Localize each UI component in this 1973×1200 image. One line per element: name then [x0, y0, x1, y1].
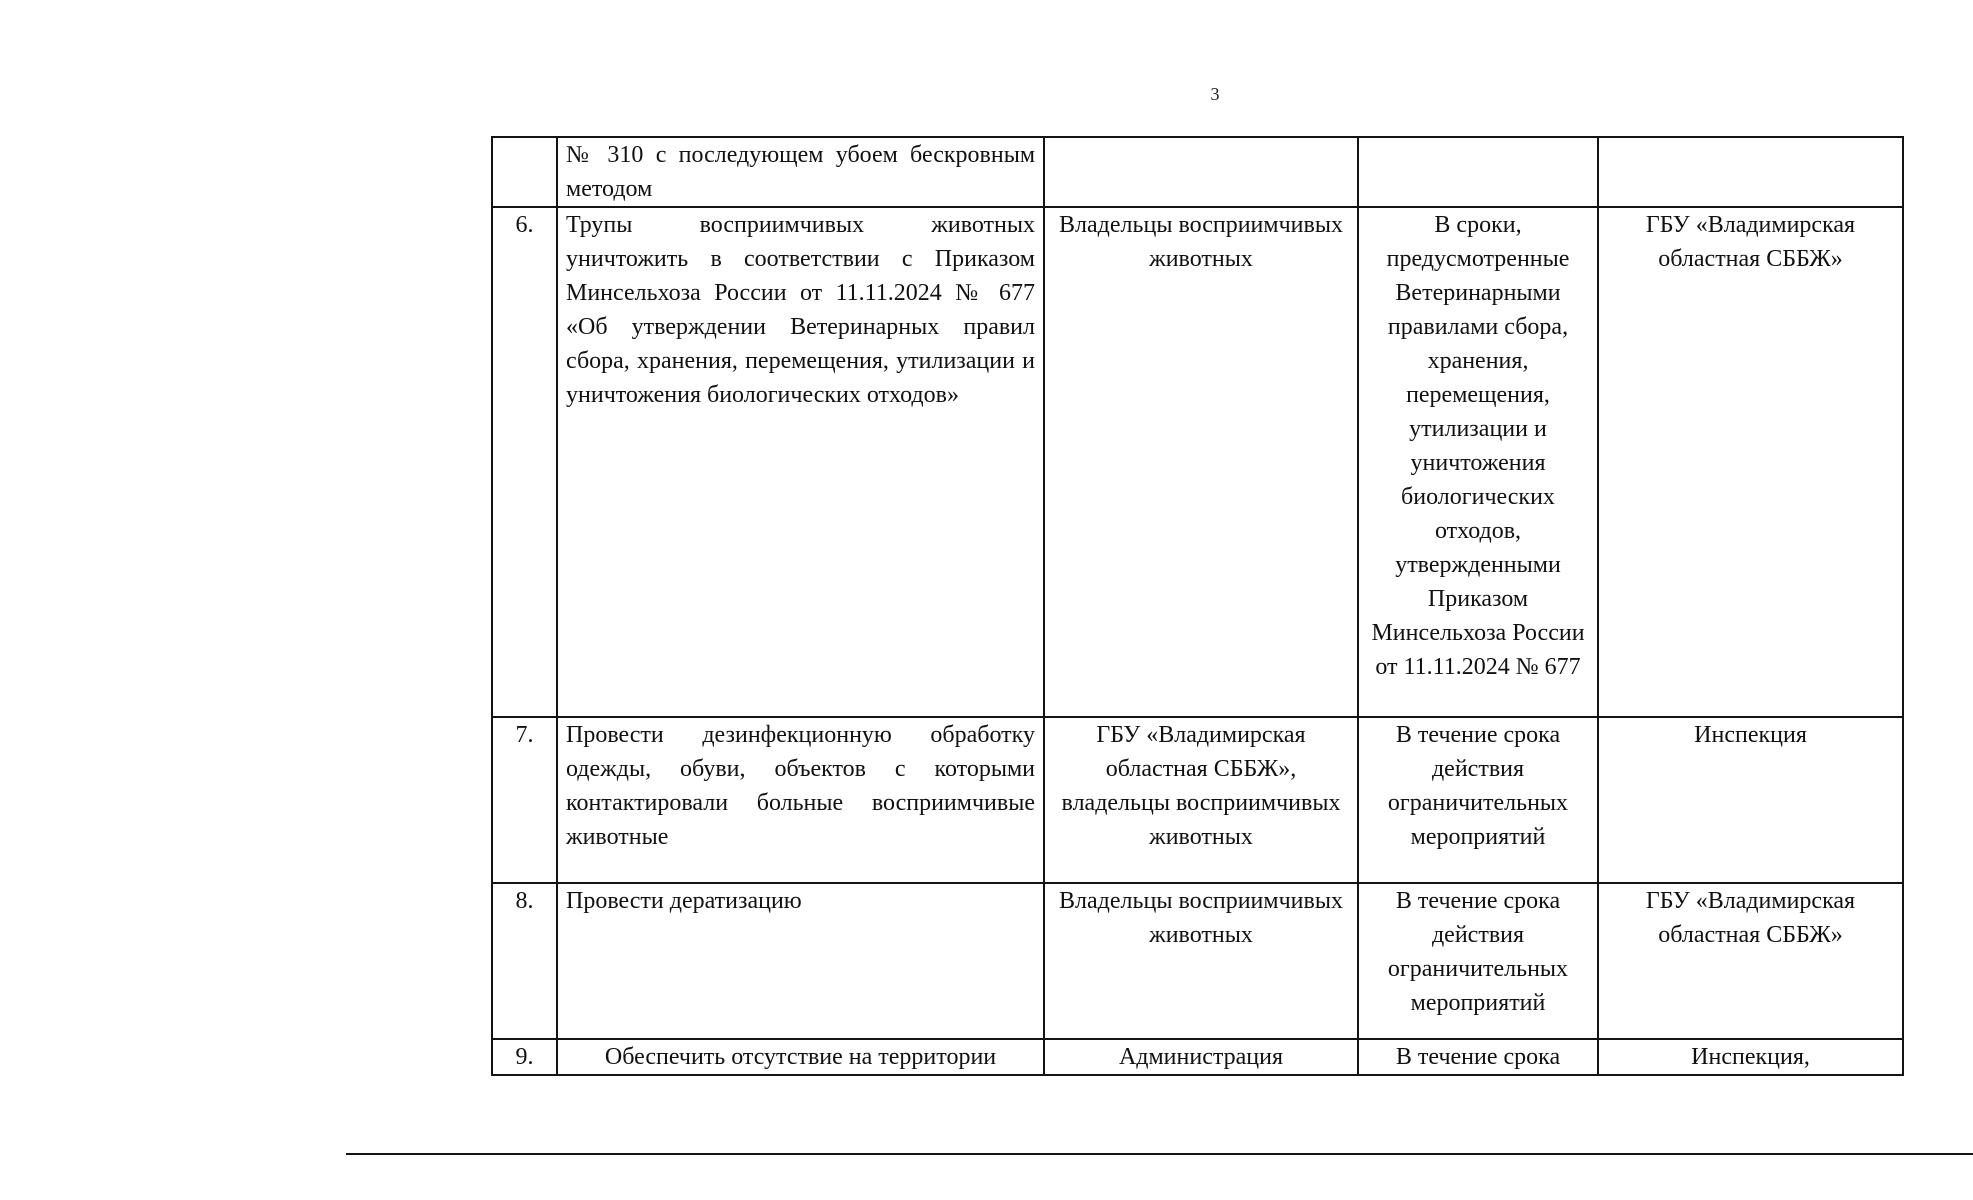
- table-row: [492, 207, 1903, 717]
- page-number: 3: [1210, 84, 1220, 104]
- deadline-cell: В течение срока действия ограничительных мероприятий: [1358, 883, 1598, 1039]
- deadline-cell: [1358, 137, 1598, 207]
- responsible-cell: Владельцы восприимчивых животных: [1044, 883, 1358, 1039]
- task-cell: [557, 717, 1044, 883]
- task-cell: [557, 1039, 1044, 1075]
- control-cell: Инспекция: [1598, 717, 1903, 883]
- responsible-cell: Администрация: [1044, 1039, 1358, 1075]
- table-row: [492, 137, 1903, 207]
- deadline-cell: В сроки, предусмотренные Ветеринарными правилами сбора, хранения, перемещения, утилизации и уничтожения биологических отходов, утвержденными Приказом Минсельхоза России от 11.11.2024 № 677: [1358, 207, 1598, 717]
- control-cell: ГБУ «Владимирская областная СББЖ»: [1598, 207, 1903, 717]
- task-cell: [557, 883, 1044, 1039]
- responsible-cell: ГБУ «Владимирская областная СББЖ», владельцы восприимчивых животных: [1044, 717, 1358, 883]
- row-number: 6.: [492, 207, 557, 717]
- responsible-cell: Владельцы восприимчивых животных: [1044, 207, 1358, 717]
- control-cell: Инспекция,: [1598, 1039, 1903, 1075]
- table-row: [492, 1039, 1903, 1075]
- deadline-cell: В течение срока действия ограничительных мероприятий: [1358, 717, 1598, 883]
- measures-table: [491, 136, 1904, 1076]
- table-row: [492, 883, 1903, 1039]
- task-text: Трупы восприимчивых животных уничтожить в соответствии с Приказом Минсельхоза России от 11.11.2024 № 677 «Об утверждении Ветеринарных правил сбора, хранения, перемещения, утилизации и уничтожения биологических отходов»: [566, 212, 1035, 408]
- table-row: [492, 717, 1903, 883]
- row-number: 7.: [492, 717, 557, 883]
- task-cell: [557, 207, 1044, 717]
- footer-divider: [346, 1153, 1973, 1155]
- row-number: 9.: [492, 1039, 557, 1075]
- row-number: [492, 137, 557, 207]
- task-text: Обеспечить отсутствие на территории: [604, 1044, 997, 1070]
- deadline-cell: В течение срока: [1358, 1039, 1598, 1075]
- task-cell: [557, 137, 1044, 207]
- task-text: Провести дератизацию: [566, 888, 802, 914]
- control-cell: ГБУ «Владимирская областная СББЖ»: [1598, 883, 1903, 1039]
- responsible-cell: [1044, 137, 1358, 207]
- control-cell: [1598, 137, 1903, 207]
- row-number: 8.: [492, 883, 557, 1039]
- task-text: № 310 с последующем убоем бескровным методом: [566, 142, 1035, 202]
- task-text: Провести дезинфекционную обработку одежды, обуви, объектов с которыми контактировали больные восприимчивые животные: [566, 722, 1035, 850]
